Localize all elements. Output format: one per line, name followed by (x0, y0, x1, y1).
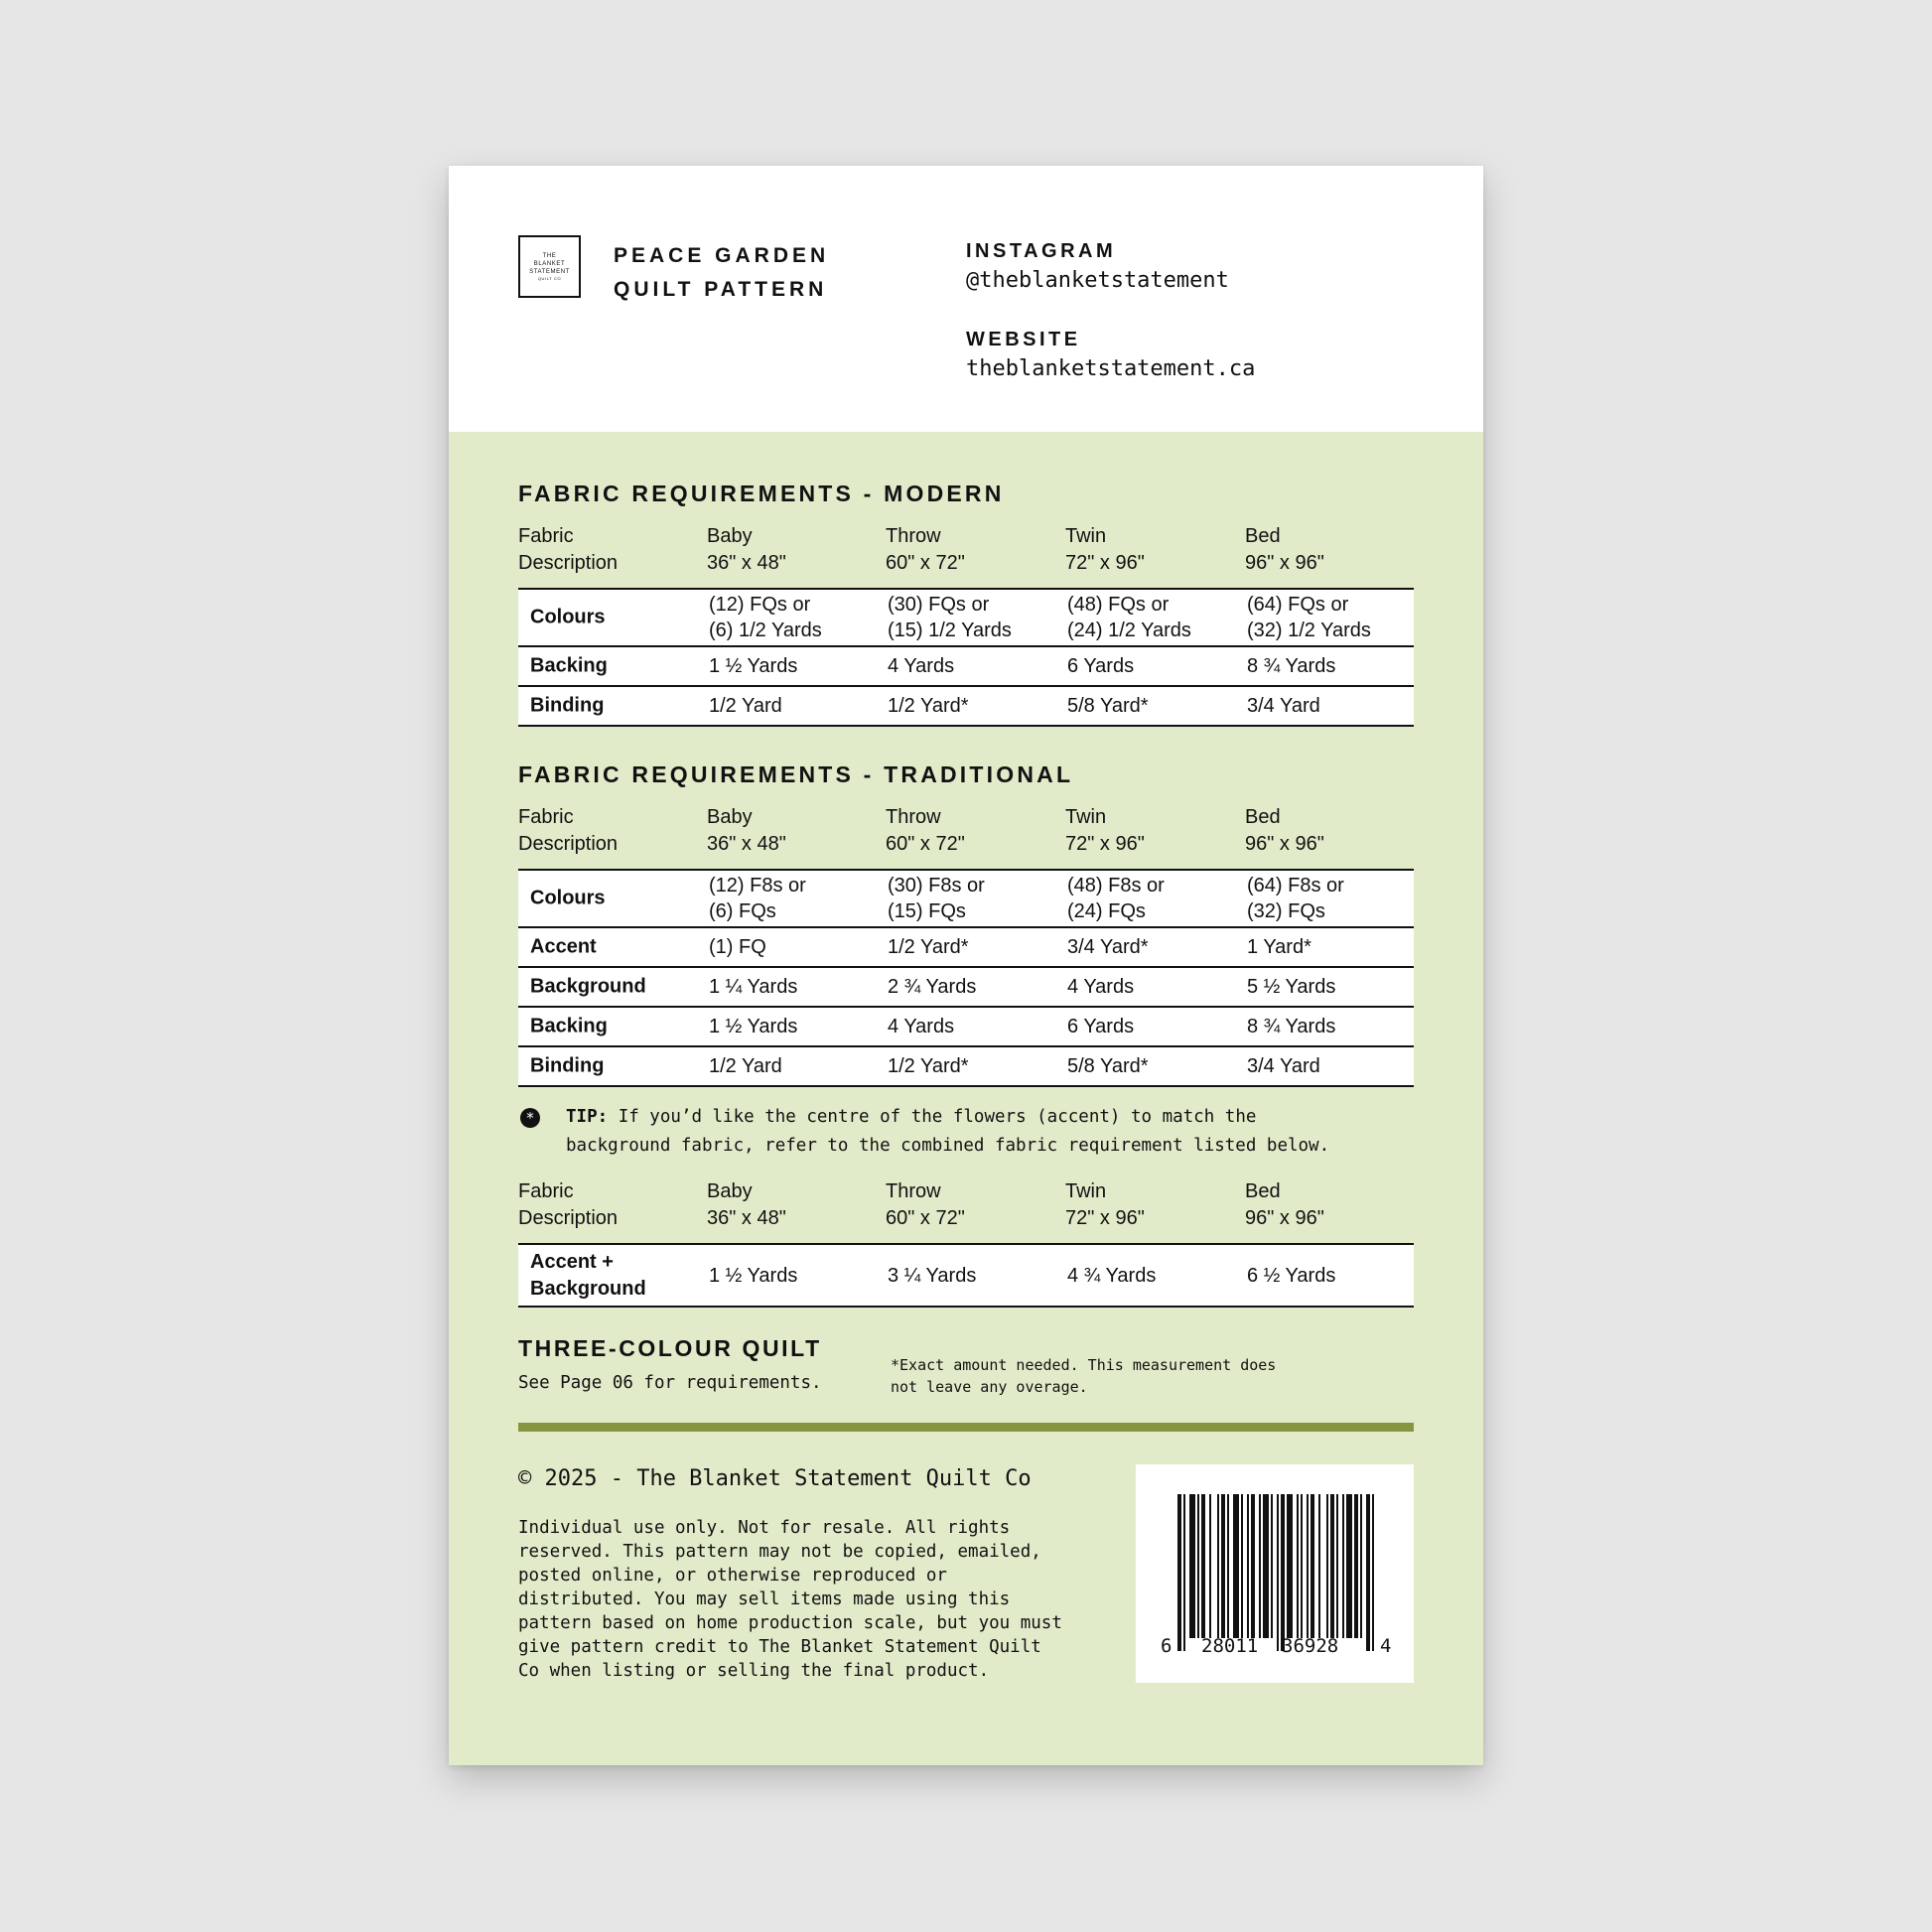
three-colour-title: THREE-COLOUR QUILT (518, 1335, 822, 1361)
col-header-fabric: Fabric Description (518, 806, 619, 855)
cell-throw: 1/2 Yard* (888, 936, 969, 958)
cell-baby: (12) F8s or (6) FQs (709, 875, 806, 922)
cell-twin: 4 Yards (1067, 976, 1135, 998)
cell-twin: 6 Yards (1067, 1016, 1135, 1037)
website-label: WEBSITE (966, 329, 1081, 350)
barcode-bar (1372, 1494, 1374, 1651)
cell-bed: 3/4 Yard (1247, 1055, 1320, 1077)
row-label: Colours (530, 887, 606, 909)
brand-logo (518, 235, 581, 298)
row-label: Accent + Background (530, 1250, 646, 1300)
modern-section-title: FABRIC REQUIREMENTS - MODERN (518, 481, 1005, 506)
col-header-fabric: Fabric Description (518, 1180, 619, 1229)
barcode-bar (1221, 1494, 1225, 1638)
barcode-bar (1330, 1494, 1334, 1638)
combined-table (518, 1243, 1414, 1308)
barcode (1136, 1464, 1414, 1683)
barcode-bar (1287, 1494, 1293, 1638)
cell-bed: 5 ½ Yards (1247, 976, 1336, 998)
modern-table (518, 588, 1414, 727)
cell-bed: 1 Yard* (1247, 936, 1311, 958)
barcode-bar (1263, 1494, 1269, 1638)
cell-throw: (30) FQs or (15) 1/2 Yards (888, 594, 1012, 641)
cell-bed: 8 ¾ Yards (1247, 1016, 1336, 1037)
cell-throw: (30) F8s or (15) FQs (888, 875, 985, 922)
cell-baby: 1/2 Yard (709, 695, 782, 717)
barcode-bar (1233, 1494, 1239, 1638)
barcode-bar (1281, 1494, 1285, 1651)
cell-baby: (12) FQs or (6) 1/2 Yards (709, 594, 822, 641)
table-row (518, 928, 1414, 968)
table-row (518, 1047, 1414, 1087)
header-panel (449, 166, 1483, 432)
modern-column-headers (518, 523, 1414, 577)
barcode-bar (1354, 1494, 1358, 1638)
barcode-bar (1336, 1494, 1338, 1638)
barcode-bar (1227, 1494, 1229, 1638)
logo-line: BLANKET (533, 260, 566, 267)
col-header-twin: Twin 72" x 96" (1065, 525, 1145, 574)
cell-throw: 1/2 Yard* (888, 695, 969, 717)
barcode-digits-left: 28011 (1201, 1635, 1259, 1657)
col-header-bed: Bed 96" x 96" (1245, 525, 1324, 574)
row-label: Backing (530, 1015, 608, 1037)
table-row (518, 687, 1414, 727)
row-label: Binding (530, 1054, 605, 1077)
traditional-column-headers (518, 804, 1414, 858)
barcode-digit-last: 4 (1380, 1635, 1392, 1657)
legal-notice: Individual use only. Not for resale. All rights reserved. This pattern may not be copied, emailed, posted online, or otherwise reproduced or distributed. You may sell items made using this pattern based on home production scale, but you must give pattern credit to The Blanket Statement Quilt Co when listing or selling the final product. (518, 1518, 1062, 1681)
cell-twin: 5/8 Yard* (1067, 695, 1149, 717)
traditional-table (518, 869, 1414, 1087)
barcode-bar (1366, 1494, 1370, 1651)
row-label: Backing (530, 654, 608, 677)
col-header-throw: Throw 60" x 72" (886, 1180, 965, 1229)
cell-bed: 8 ¾ Yards (1247, 655, 1336, 677)
col-header-throw: Throw 60" x 72" (886, 525, 965, 574)
table-row (518, 647, 1414, 687)
cell-throw: 3 ¼ Yards (888, 1264, 977, 1287)
table-row (518, 1245, 1414, 1308)
three-colour-subtitle: See Page 06 for requirements. (518, 1373, 822, 1393)
instagram-label: INSTAGRAM (966, 240, 1117, 262)
col-header-baby: Baby 36" x 48" (707, 1180, 786, 1229)
cell-twin: (48) FQs or (24) 1/2 Yards (1067, 594, 1191, 641)
title-line-1: PEACE GARDEN (614, 244, 830, 267)
col-header-bed: Bed 96" x 96" (1245, 806, 1324, 855)
tip-line-1: If you’d like the centre of the flowers (accent) to match the (618, 1107, 1257, 1127)
row-label: Binding (530, 694, 605, 717)
barcode-bar (1183, 1494, 1185, 1651)
barcode-bar (1241, 1494, 1243, 1638)
barcode-bar (1307, 1494, 1309, 1638)
logo-line: STATEMENT (529, 268, 570, 275)
col-header-baby: Baby 36" x 48" (707, 525, 786, 574)
cell-throw: 2 ¾ Yards (888, 976, 977, 998)
barcode-bar (1209, 1494, 1211, 1638)
table-row (518, 1008, 1414, 1047)
barcode-bar (1360, 1494, 1362, 1638)
cell-baby: 1 ¼ Yards (709, 976, 798, 998)
barcode-bar (1189, 1494, 1195, 1638)
cell-baby: 1 ½ Yards (709, 655, 798, 677)
barcode-bar (1346, 1494, 1352, 1638)
cell-baby: 1 ½ Yards (709, 1264, 798, 1287)
cell-twin: 6 Yards (1067, 655, 1135, 677)
tip-line-2: background fabric, refer to the combined fabric requirement listed below. (566, 1136, 1330, 1156)
barcode-bars (1136, 1464, 1414, 1683)
barcode-bar (1247, 1494, 1249, 1638)
table-row (518, 871, 1414, 928)
logo-line: THE (542, 252, 557, 259)
barcode-bar (1277, 1494, 1279, 1651)
cell-throw: 1/2 Yard* (888, 1055, 969, 1077)
barcode-bar (1251, 1494, 1255, 1638)
barcode-bar (1326, 1494, 1328, 1638)
barcode-bar (1197, 1494, 1199, 1638)
col-header-bed: Bed 96" x 96" (1245, 1180, 1324, 1229)
col-header-baby: Baby 36" x 48" (707, 806, 786, 855)
barcode-bar (1217, 1494, 1219, 1638)
barcode-bar (1177, 1494, 1181, 1651)
cell-twin: 4 ¾ Yards (1067, 1264, 1157, 1287)
instagram-handle[interactable]: @theblanketstatement (966, 268, 1229, 293)
cell-throw: 4 Yards (888, 1016, 955, 1037)
barcode-bar (1201, 1494, 1205, 1638)
barcode-bar (1311, 1494, 1314, 1638)
row-label: Accent (530, 935, 597, 958)
asterisk-icon: * (520, 1108, 540, 1128)
table-row (518, 968, 1414, 1008)
cell-throw: 4 Yards (888, 655, 955, 677)
cell-twin: 5/8 Yard* (1067, 1055, 1149, 1077)
col-header-twin: Twin 72" x 96" (1065, 1180, 1145, 1229)
barcode-bar (1342, 1494, 1344, 1638)
barcode-bar (1271, 1494, 1273, 1638)
logo-line: QUILT CO (537, 275, 562, 281)
cell-twin: 3/4 Yard* (1067, 936, 1149, 958)
cell-bed: 6 ½ Yards (1247, 1264, 1336, 1287)
combined-column-headers (518, 1178, 1414, 1232)
col-header-fabric: Fabric Description (518, 525, 619, 574)
cell-baby: (1) FQ (709, 936, 766, 958)
title-line-2: QUILT PATTERN (614, 278, 828, 301)
col-header-throw: Throw 60" x 72" (886, 806, 965, 855)
divider-rule (518, 1423, 1414, 1432)
cell-bed: 3/4 Yard (1247, 695, 1320, 717)
traditional-section-title: FABRIC REQUIREMENTS - TRADITIONAL (518, 761, 1074, 787)
barcode-bar (1259, 1494, 1261, 1638)
row-label: Background (530, 975, 646, 998)
col-header-twin: Twin 72" x 96" (1065, 806, 1145, 855)
table-row (518, 590, 1414, 647)
barcode-bar (1318, 1494, 1320, 1638)
tip-label: TIP: (566, 1107, 609, 1127)
website-link[interactable]: theblanketstatement.ca (966, 356, 1256, 381)
pattern-back-cover (449, 166, 1483, 1765)
cell-baby: 1/2 Yard (709, 1055, 782, 1077)
copyright: © 2025 - The Blanket Statement Quilt Co (518, 1466, 1032, 1491)
barcode-digits-right: 36928 (1282, 1635, 1339, 1657)
barcode-digit-first: 6 (1161, 1635, 1173, 1657)
barcode-bar (1297, 1494, 1299, 1638)
row-label: Colours (530, 606, 606, 628)
cell-baby: 1 ½ Yards (709, 1016, 798, 1037)
tip-text (566, 1103, 1440, 1161)
footnote: *Exact amount needed. This measurement does not leave any overage. (891, 1356, 1277, 1396)
barcode-bar (1301, 1494, 1303, 1638)
cell-bed: (64) F8s or (32) FQs (1247, 875, 1344, 922)
cell-twin: (48) F8s or (24) FQs (1067, 875, 1165, 922)
pattern-title (614, 239, 829, 307)
cell-bed: (64) FQs or (32) 1/2 Yards (1247, 594, 1371, 641)
